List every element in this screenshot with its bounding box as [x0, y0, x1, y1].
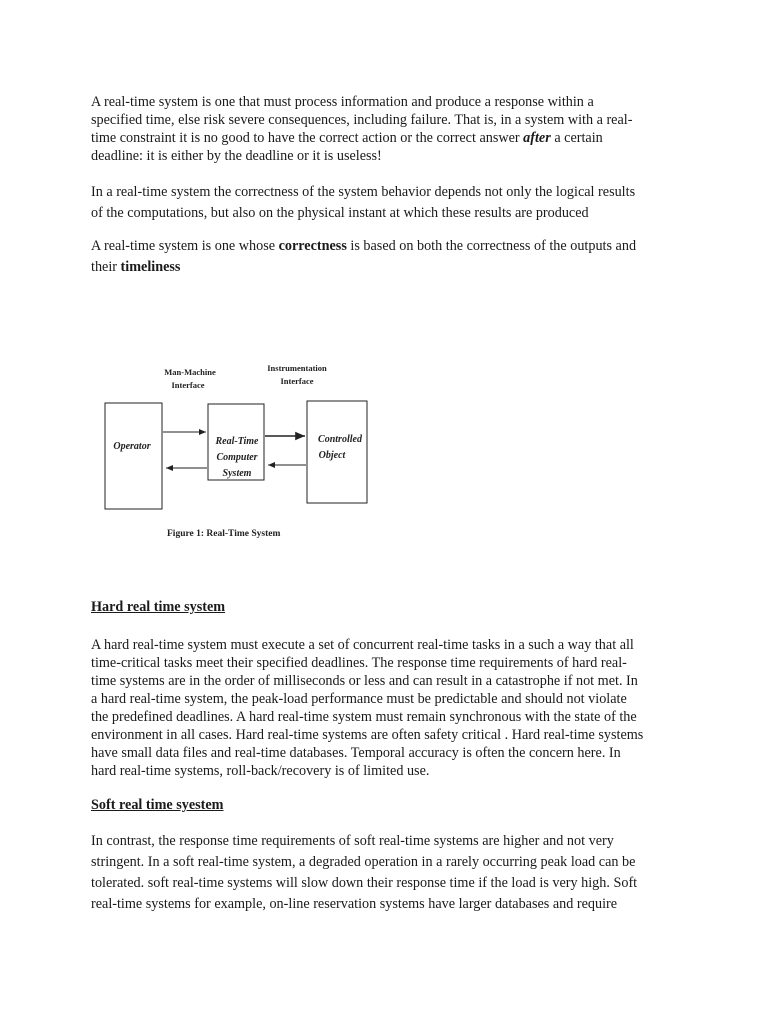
timeliness-paragraph [91, 236, 681, 278]
operator-label: Operator [113, 441, 151, 452]
intro-line-3-post: a certain [550, 130, 603, 146]
intro-line-2: specified time, else risk severe consequences, including failure. That is, in a system with a real- [91, 112, 633, 128]
hard-line: hard real-time systems, roll-back/recovery is of limited use. [91, 763, 430, 779]
hard-line: a hard real-time system, the peak-load performance must be predictable and should not violate [91, 691, 627, 707]
timeliness-bold: timeliness [120, 259, 181, 275]
intro-paragraph [91, 93, 681, 165]
figure-diagram [100, 360, 380, 545]
co-label-2: Object [318, 450, 346, 461]
timeliness-line-2 [91, 257, 681, 278]
timeliness-line-1-pre: A real-time system is one whose [91, 238, 279, 254]
intro-line-4: deadline: it is either by the deadline or it is useless! [91, 148, 382, 164]
co-label-1: Controlled [318, 434, 362, 445]
hard-line: the predefined deadlines. A hard real-time system must remain synchronous with the state of the [91, 709, 637, 725]
correctness-bold: correctness [278, 238, 347, 254]
hard-line: environment in all cases. Hard real-time systems are often safety critical . Hard real-time systems [91, 727, 644, 743]
mmi-label-1: Man-Machine [164, 367, 216, 377]
intro-line-3-pre: time constraint it is no good to have the correct action or the correct answer [91, 130, 524, 146]
soft-line: stringent. In a soft real-time system, a degraded operation in a rarely occurring peak load can be [91, 854, 636, 870]
soft-real-time-heading: Soft real time syestem [91, 797, 224, 813]
hard-line: A hard real-time system must execute a set of concurrent real-time tasks in a such a way that all [91, 637, 634, 653]
hard-line: time-critical tasks meet their specified deadlines. The response time requirements of hard real- [91, 655, 627, 671]
figure-caption: Figure 1: Real-Time System [167, 529, 281, 539]
timeliness-line-2-pre: their [91, 259, 121, 275]
ii-label-1: Instrumentation [267, 363, 327, 373]
real-time-system-figure [100, 360, 380, 545]
hard-line: time systems are in the order of milliseconds or less and can result in a catastrophe if not met. In [91, 673, 638, 689]
soft-line: tolerated. soft real-time systems will slow down their response time if the load is very high. Soft [91, 875, 638, 891]
hard-real-time-heading: Hard real time system [91, 599, 226, 615]
timeliness-line-1 [91, 236, 681, 257]
hard-line: have small data files and real-time databases. Temporal accuracy is often the concern here. In [91, 745, 621, 761]
soft-real-time-paragraph [91, 831, 681, 915]
ii-label-2: Interface [280, 376, 314, 386]
correctness-line-2: of the computations, but also on the physical instant at which these results are produced [91, 205, 589, 221]
mmi-label-2: Interface [171, 380, 205, 390]
soft-line: In contrast, the response time requirements of soft real-time systems are higher and not very [91, 833, 614, 849]
hard-real-time-paragraph [91, 636, 681, 780]
operator-box [105, 403, 162, 509]
correctness-line-1: In a real-time system the correctness of the system behavior depends not only the logical results [91, 184, 636, 200]
timeliness-line-1-post: is based on both the correctness of the outputs and [346, 238, 637, 254]
intro-line-3 [91, 129, 681, 147]
rt-label-1: Real-Time [215, 436, 259, 447]
after-emphasis: after [523, 130, 551, 146]
soft-line: real-time systems for example, on-line reservation systems have larger databases and require [91, 896, 618, 912]
rt-label-2: Computer [216, 452, 258, 463]
correctness-paragraph [91, 182, 681, 224]
rt-label-3: System [222, 468, 252, 479]
intro-line-1: A real-time system is one that must process information and produce a response within a [91, 94, 594, 110]
